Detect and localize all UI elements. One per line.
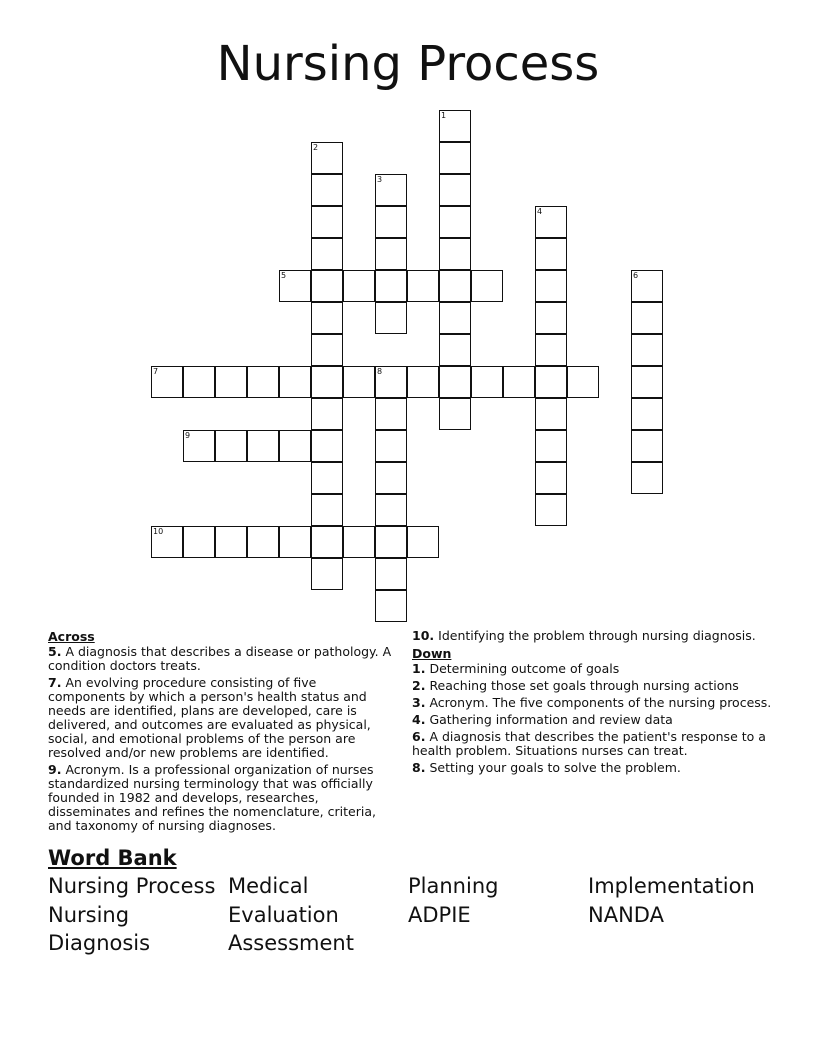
crossword-cell[interactable]	[343, 526, 375, 558]
clue-number: 7.	[48, 675, 62, 690]
clue-text: A diagnosis that describes the patient's response to a health problem. Situations nurses can treat.	[412, 729, 766, 758]
crossword-cell[interactable]	[311, 526, 343, 558]
crossword-cell[interactable]	[311, 142, 343, 174]
crossword-cell[interactable]	[407, 526, 439, 558]
word-bank	[48, 872, 788, 958]
clue-text: Determining outcome of goals	[429, 661, 620, 676]
crossword-cell[interactable]	[343, 270, 375, 302]
crossword-cell[interactable]	[439, 110, 471, 142]
crossword-cell[interactable]	[279, 270, 311, 302]
clue-number: 8.	[412, 760, 426, 775]
crossword-cell[interactable]	[279, 366, 311, 398]
cell-number: 2	[313, 143, 319, 152]
across-heading: Across	[48, 629, 95, 644]
word-bank-item: Medical	[228, 874, 309, 898]
crossword-cell[interactable]	[311, 462, 343, 494]
clue-number: 4.	[412, 712, 426, 727]
crossword-cell[interactable]	[183, 366, 215, 398]
cell-number: 4	[537, 207, 543, 216]
word-bank-item: Assessment	[228, 931, 354, 955]
crossword-cell[interactable]	[535, 398, 567, 430]
word-bank-item: NANDA	[588, 902, 664, 927]
crossword-cell[interactable]	[375, 526, 407, 558]
crossword-cell[interactable]	[343, 366, 375, 398]
cell-number: 5	[281, 271, 287, 280]
cell-number: 8	[377, 367, 383, 376]
crossword-cell[interactable]	[439, 142, 471, 174]
down-clue-3	[412, 696, 782, 710]
crossword-cell[interactable]	[535, 462, 567, 494]
crossword-cell[interactable]	[215, 526, 247, 558]
crossword-cell[interactable]	[631, 270, 663, 302]
down-heading: Down	[412, 646, 452, 661]
crossword-cell[interactable]	[631, 430, 663, 462]
clue-text: Reaching those set goals through nursing actions	[429, 678, 739, 693]
crossword-cell[interactable]	[375, 430, 407, 462]
clue-text: Gathering information and review data	[429, 712, 673, 727]
down-clue-6	[412, 730, 782, 758]
crossword-cell[interactable]	[311, 334, 343, 366]
crossword-cell[interactable]	[375, 302, 407, 334]
crossword-cell[interactable]	[183, 526, 215, 558]
crossword-cell[interactable]	[311, 558, 343, 590]
crossword-cell[interactable]	[247, 366, 279, 398]
crossword-cell[interactable]	[535, 430, 567, 462]
crossword-cell[interactable]	[311, 366, 343, 398]
crossword-cell[interactable]	[311, 302, 343, 334]
crossword-cell[interactable]	[439, 334, 471, 366]
crossword-cell[interactable]	[183, 430, 215, 462]
crossword-cell[interactable]	[279, 526, 311, 558]
crossword-cell[interactable]	[151, 526, 183, 558]
crossword-cell[interactable]	[471, 270, 503, 302]
cell-number: 7	[153, 367, 159, 376]
crossword-cell[interactable]	[439, 366, 471, 398]
crossword-cell[interactable]	[375, 558, 407, 590]
clue-number: 1.	[412, 661, 426, 676]
clue-number: 10.	[412, 628, 435, 643]
crossword-cell[interactable]	[535, 238, 567, 270]
crossword-cell[interactable]	[439, 238, 471, 270]
crossword-cell[interactable]	[535, 494, 567, 526]
crossword-cell[interactable]	[567, 366, 599, 398]
crossword-cell[interactable]	[375, 270, 407, 302]
crossword-cell[interactable]	[279, 430, 311, 462]
word-bank-heading: Word Bank	[48, 846, 177, 870]
crossword-cell[interactable]	[631, 334, 663, 366]
down-clue-1	[412, 662, 782, 676]
crossword-cell[interactable]	[407, 366, 439, 398]
clue-text: Acronym. The five components of the nursing process.	[429, 695, 772, 710]
clue-number: 6.	[412, 729, 426, 744]
word-bank-item: Evaluation	[228, 902, 339, 927]
clue-text: An evolving procedure consisting of five components by which a person's health status and needs are identified, plans are developed, care is delivered, and outcomes are evaluated as physical, social, and emotional problems of the person are resolved and/or new problems are identified.	[48, 675, 371, 760]
crossword-cell[interactable]	[631, 366, 663, 398]
crossword-cell[interactable]	[247, 430, 279, 462]
clue-number: 9.	[48, 762, 62, 777]
crossword-cell[interactable]	[375, 366, 407, 398]
across-clues-section	[48, 629, 393, 836]
crossword-cell[interactable]	[439, 174, 471, 206]
word-bank-item: Implementation	[588, 874, 755, 898]
word-bank-item: Nursing	[48, 902, 130, 927]
crossword-cell[interactable]	[375, 494, 407, 526]
down-clue-4	[412, 713, 782, 727]
down-clue-8	[412, 761, 782, 775]
clue-text: Acronym. Is a professional organization of nurses standardized nursing terminology that was officially founded in 1982 and develops, researches, disseminates and refines the nomenclature, criteria, and taxonomy of nursing diagnoses.	[48, 762, 376, 833]
crossword-cell[interactable]	[535, 302, 567, 334]
across-clue-5	[48, 645, 393, 673]
across-clue-7	[48, 676, 393, 760]
word-bank-item: Nursing Process	[48, 874, 216, 898]
clue-number: 5.	[48, 644, 62, 659]
crossword-cell[interactable]	[311, 494, 343, 526]
down-clue-2	[412, 679, 782, 693]
crossword-cell[interactable]	[439, 206, 471, 238]
crossword-cell[interactable]	[375, 462, 407, 494]
crossword-cell[interactable]	[151, 366, 183, 398]
crossword-cell[interactable]	[375, 590, 407, 622]
crossword-cell[interactable]	[311, 206, 343, 238]
crossword-cell[interactable]	[311, 238, 343, 270]
crossword-cell[interactable]	[631, 462, 663, 494]
crossword-cell[interactable]	[215, 430, 247, 462]
crossword-cell[interactable]	[535, 366, 567, 398]
across-clue-10	[412, 629, 782, 643]
crossword-cell[interactable]	[535, 334, 567, 366]
cell-number: 1	[441, 111, 447, 120]
cell-number: 3	[377, 175, 383, 184]
crossword-cell[interactable]	[631, 302, 663, 334]
crossword-cell[interactable]	[503, 366, 535, 398]
word-bank-item: ADPIE	[408, 902, 471, 927]
crossword-cell[interactable]	[311, 270, 343, 302]
crossword-cell[interactable]	[247, 526, 279, 558]
crossword-cell[interactable]	[535, 206, 567, 238]
crossword-cell[interactable]	[471, 366, 503, 398]
crossword-cell[interactable]	[375, 174, 407, 206]
crossword-cell[interactable]	[311, 398, 343, 430]
clue-text: Setting your goals to solve the problem.	[429, 760, 681, 775]
crossword-cell[interactable]	[407, 270, 439, 302]
clue-text: A diagnosis that describes a disease or pathology. A condition doctors treats.	[48, 644, 392, 673]
across-clue-9	[48, 763, 393, 833]
crossword-cell[interactable]	[631, 398, 663, 430]
cell-number: 6	[633, 271, 639, 280]
crossword-cell[interactable]	[215, 366, 247, 398]
down-clues-section	[412, 629, 782, 778]
crossword-cell[interactable]	[375, 206, 407, 238]
crossword-cell[interactable]	[375, 398, 407, 430]
cell-number: 9	[185, 431, 191, 440]
crossword-cell[interactable]	[439, 302, 471, 334]
crossword-cell[interactable]	[535, 270, 567, 302]
cell-number: 10	[153, 527, 164, 536]
crossword-cell[interactable]	[439, 270, 471, 302]
clue-text: Identifying the problem through nursing diagnosis.	[438, 628, 756, 643]
clue-number: 3.	[412, 695, 426, 710]
crossword-cell[interactable]	[439, 398, 471, 430]
word-bank-item: Planning	[408, 874, 499, 898]
crossword-cell[interactable]	[311, 174, 343, 206]
word-bank-item: Diagnosis	[48, 931, 151, 955]
page-title: Nursing Process	[216, 36, 600, 92]
crossword-cell[interactable]	[311, 430, 343, 462]
crossword-cell[interactable]	[375, 238, 407, 270]
clue-number: 2.	[412, 678, 426, 693]
